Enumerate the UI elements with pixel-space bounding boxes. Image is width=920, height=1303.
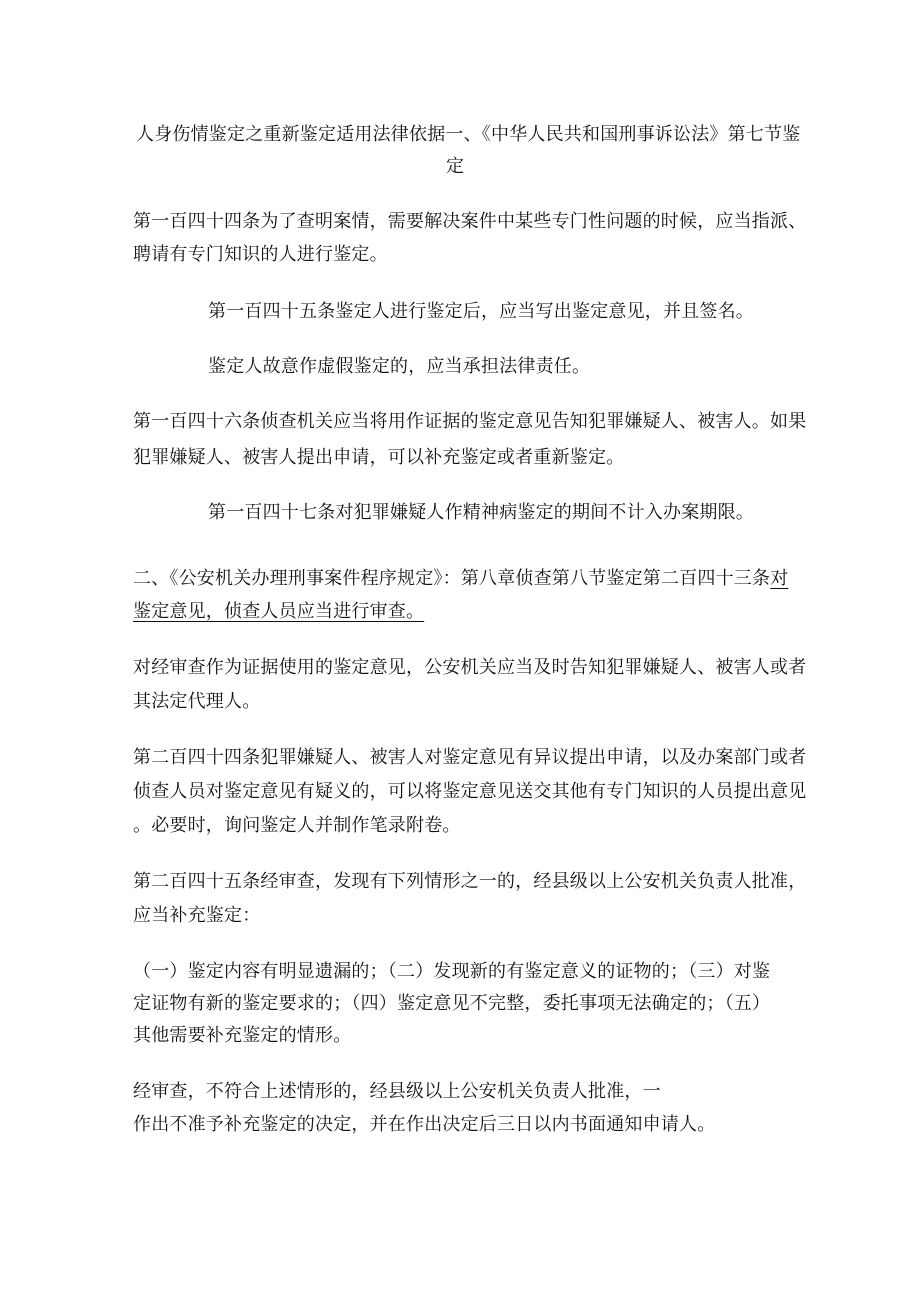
section-2-underlined-text: 对	[770, 568, 789, 589]
section-2-mark: ：	[442, 568, 461, 589]
cases-line-1: （一）鉴定内容有明显遗漏的；（二）发现新的有鉴定意义的证物的；（三）对鉴	[133, 961, 771, 982]
article-245-line-2: 应当补充鉴定：	[133, 905, 261, 926]
document-title-line-1: 人身伤情鉴定之重新鉴定适用法律依据一、《中华人民共和国刑事诉讼法》第七节鉴	[136, 124, 801, 145]
final-line-1: 经审查，不符合上述情形的，经县级以上公安机关负责人批准，一	[133, 1081, 661, 1102]
article-244-line-3: 。必要时，询问鉴定人并制作笔录附卷。	[133, 815, 461, 836]
article-146-line-2: 犯罪嫌疑人、被害人提出申请，可以补充鉴定或者重新鉴定。	[133, 447, 625, 468]
section-2-chapter: 第八章侦查第八节鉴定第二百四十三条	[460, 568, 771, 589]
article-145-line-1: 第一百四十五条鉴定人进行鉴定后，应当写出鉴定意见，并且签名。	[208, 301, 754, 322]
article-244-line-1: 第二百四十四条犯罪嫌疑人、被害人对鉴定意见有异议提出申请，以及办案部门或者	[133, 747, 807, 768]
review-line-1: 对经审查作为证据使用的鉴定意见，公安机关应当及时告知犯罪嫌疑人、被害人或者	[133, 657, 807, 678]
section-2-heading-line-1	[133, 567, 788, 591]
cases-line-2: 定证物有新的鉴定要求的；（四）鉴定意见不完整，委托事项无法确定的；（五）	[133, 993, 771, 1014]
cases-line-3: 其他需要补充鉴定的情形。	[133, 1025, 352, 1046]
article-145-line-2: 鉴定人故意作虚假鉴定的，应当承担法律责任。	[208, 356, 591, 377]
document-title-line-2: 定	[446, 156, 465, 177]
section-2-regulation-title: 二、《公安机关办理刑事案件程序规定》	[133, 568, 443, 589]
article-245-line-1: 第二百四十五条经审查，发现有下列情形之一的，经县级以上公安机关负责人批准，	[133, 871, 807, 892]
article-144-line-2: 聘请有专门知识的人进行鉴定。	[133, 244, 388, 265]
article-244-line-2: 侦查人员对鉴定意见有疑义的，可以将鉴定意见送交其他有专门知识的人员提出意见	[133, 781, 807, 802]
article-147-line: 第一百四十七条对犯罪嫌疑人作精神病鉴定的期间不计入办案期限。	[208, 502, 754, 523]
review-line-2: 其法定代理人。	[133, 691, 261, 712]
article-144-line-1: 第一百四十四条为了查明案情，需要解决案件中某些专门性问题的时候，应当指派、	[133, 211, 807, 232]
article-146-line-1: 第一百四十六条侦查机关应当将用作证据的鉴定意见告知犯罪嫌疑人、被害人。如果	[133, 411, 807, 432]
section-2-heading-line-2: 鉴定意见，侦查人员应当进行审查。	[133, 601, 425, 622]
final-line-2: 作出不准予补充鉴定的决定，并在作出决定后三日以内书面通知申请人。	[133, 1114, 716, 1135]
